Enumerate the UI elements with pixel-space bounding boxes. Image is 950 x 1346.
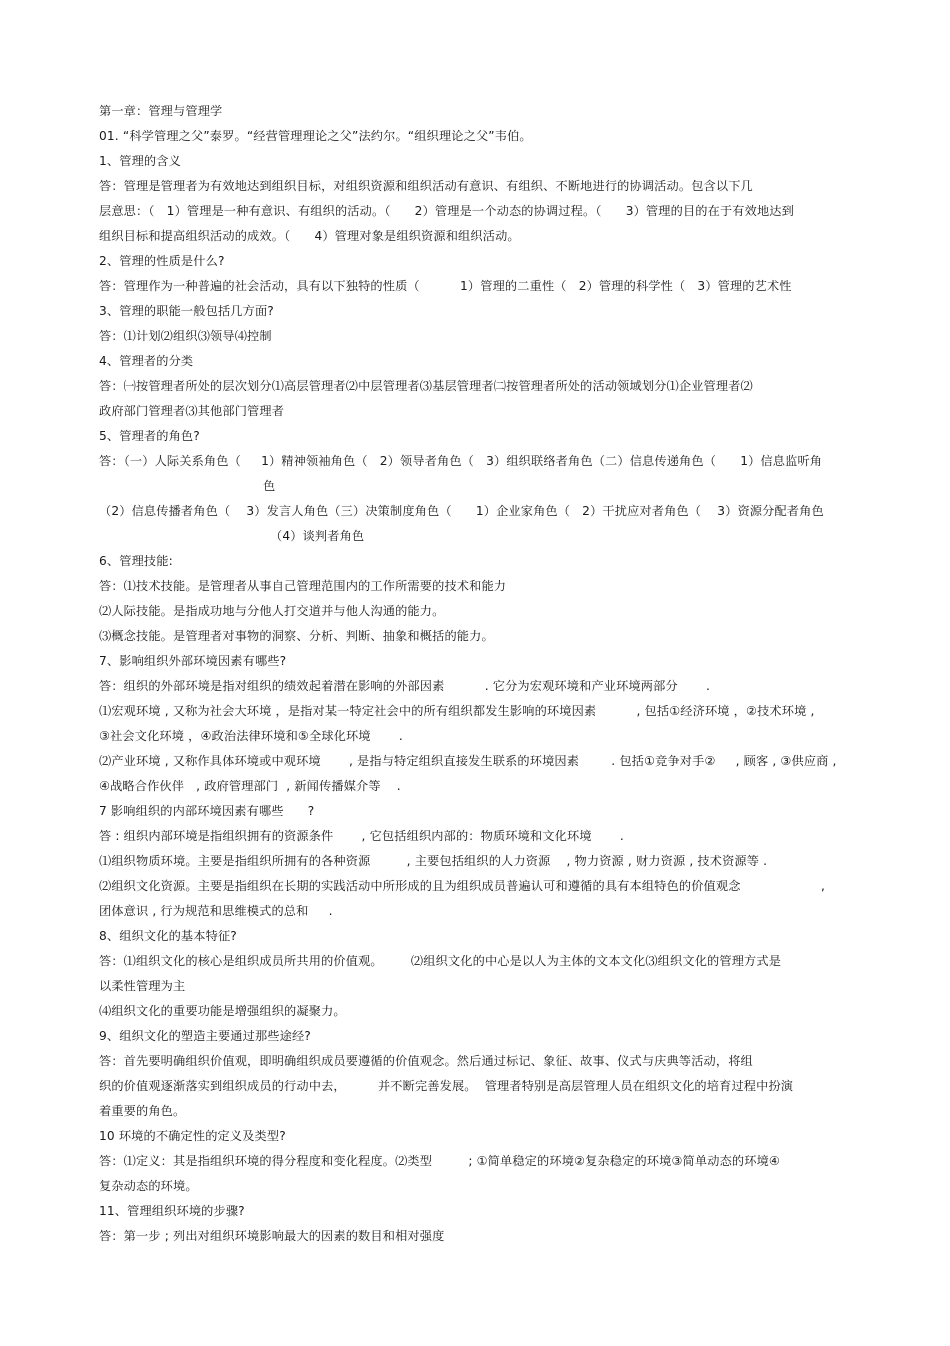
text-line: 答：（一）人际关系角色（ 1）精神领袖角色（ 2）领导者角色（ 3）组织联络者角色（二）信息传递角色（ 1）信息监听角 xyxy=(99,454,823,468)
question-heading: 6、管理技能: xyxy=(99,554,173,568)
text-line: 以柔性管理为主 xyxy=(99,979,186,993)
text-line: 答：首先要明确组织价值观，即明确组织成员要遵循的价值观念。然后通过标记、象征、故事、仪式与庆典等活动，将组 xyxy=(99,1054,753,1068)
text-line: 复杂动态的环境。 xyxy=(99,1179,198,1193)
text-line: 着重要的角色。 xyxy=(99,1104,186,1118)
text-line: ⑵组织文化资源。主要是指组织在长期的实践活动中所形成的且为组织成员普遍认可和遵循的具有本组特色的价值观念 , xyxy=(99,879,826,893)
text-line: 织的价值观逐渐落实到组织成员的行动中去， 并不断完善发展。 管理者特别是高层管理人员在组织文化的培育过程中扮演 xyxy=(99,1079,794,1093)
question-heading: 7 影响组织的内部环境因素有哪些 ? xyxy=(99,804,315,818)
question-heading: 1、管理的含义 xyxy=(99,154,181,168)
text-line: ⑵产业环境 , 又称作具体环境或中观环境 , 是指与特定组织直接发生联系的环境因素 . 包括①竞争对手② , 顾客 , ③供应商 , xyxy=(99,754,837,768)
text-line: （2）信息传播者角色（ 3）发言人角色（三）决策制度角色（ 1）企业家角色（ 2）干扰应对者角色（ 3）资源分配者角色 xyxy=(99,504,824,518)
text-line: ⑵人际技能。是指成功地与分他人打交道并与他人沟通的能力。 xyxy=(99,604,445,618)
question-heading: 4、管理者的分类 xyxy=(99,354,194,368)
question-heading: 2、管理的性质是什么? xyxy=(99,254,225,268)
text-line: 组织目标和提高组织活动的成效。（ 4）管理对象是组织资源和组织活动。 xyxy=(99,229,520,243)
chapter-title: 第一章：管理与管理学 xyxy=(99,104,223,118)
text-line: 答：⑴定义：其是指组织环境的得分程度和变化程度。⑵类型 ; ①简单稳定的环境②复杂稳定的环境③简单动态的环境④ xyxy=(99,1154,780,1168)
question-heading: 10 环境的不确定性的定义及类型? xyxy=(99,1129,286,1143)
text-line: ⑶概念技能。是管理者对事物的洞察、分析、判断、抽象和概括的能力。 xyxy=(99,629,494,643)
text-line: ④战略合作伙伴 , 政府管理部门 , 新闻传播媒介等 . xyxy=(99,779,401,793)
text-line: 政府部门管理者⑶其他部门管理者 xyxy=(99,404,285,418)
text-line: 答 : 组织内部环境是指组织拥有的资源条件 , 它包括组织内部的：物质环境和文化环境 . xyxy=(99,829,624,843)
text-line: 答：第一步 ; 列出对组织环境影响最大的因素的数目和相对强度 xyxy=(99,1229,445,1243)
text-line: 答：⑴组织文化的核心是组织成员所共用的价值观。 ⑵组织文化的中心是以人为主体的文本文化⑶组织文化的管理方式是 xyxy=(99,954,782,968)
question-heading: 3、管理的职能一般包括几方面? xyxy=(99,304,274,318)
text-line: 答：⑴计划⑵组织⑶领导⑷控制 xyxy=(99,329,272,343)
text-line: 答：组织的外部环境是指对组织的绩效起着潜在影响的外部因素 . 它分为宏观环境和产业环境两部分 . xyxy=(99,679,710,693)
question-heading: 5、管理者的角色? xyxy=(99,429,200,443)
text-line: 团体意识 , 行为规范和思维模式的总和 . xyxy=(99,904,333,918)
text-line: 答：管理是管理者为有效地达到组织目标，对组织资源和组织活动有意识、有组织、不断地进行的协调活动。包含以下几 xyxy=(99,179,753,193)
text-line: 答：⑴技术技能。是管理者从事自己管理范围内的工作所需要的技术和能力 xyxy=(99,579,507,593)
text-line: 01. “科学管理之父”泰罗。“经营管理理论之父”法约尔。“组织理论之父”韦伯。 xyxy=(99,129,532,143)
text-line: 答：㈠按管理者所处的层次划分⑴高层管理者⑵中层管理者⑶基层管理者㈡按管理者所处的活动领域划分⑴企业管理者⑵ xyxy=(99,379,753,393)
text-line: 色 xyxy=(263,479,276,493)
text-line: 答：管理作为一种普遍的社会活动，具有以下独特的性质（ 1）管理的二重性（ 2）管理的科学性（ 3）管理的艺术性 xyxy=(99,279,792,293)
text-line: （4）谈判者角色 xyxy=(270,529,365,543)
text-line: ⑴组织物质环境。主要是指组织所拥有的各种资源 , 主要包括组织的人力资源 , 物力资源 , 财力资源 , 技术资源等 . xyxy=(99,854,768,868)
text-line: ⑴宏观环境 , 又称为社会大环境 ，是指对某一特定社会中的所有组织都发生影响的环境因素 , 包括①经济环境 ，②技术环境 , xyxy=(99,704,815,718)
text-line: ⑷组织文化的重要功能是增强组织的凝聚力。 xyxy=(99,1004,346,1018)
text-line: ③社会文化环境 ，④政治法律环境和⑤全球化环境 . xyxy=(99,729,403,743)
question-heading: 9、组织文化的塑造主要通过那些途经? xyxy=(99,1029,311,1043)
question-heading: 7、影响组织外部环境因素有哪些? xyxy=(99,654,287,668)
text-line: 层意思：（ 1）管理是一种有意识、有组织的活动。（ 2）管理是一个动态的协调过程。（ 3）管理的目的在于有效地达到 xyxy=(99,204,794,218)
question-heading: 11、管理组织环境的步骤? xyxy=(99,1204,245,1218)
question-heading: 8、组织文化的基本特征? xyxy=(99,929,237,943)
